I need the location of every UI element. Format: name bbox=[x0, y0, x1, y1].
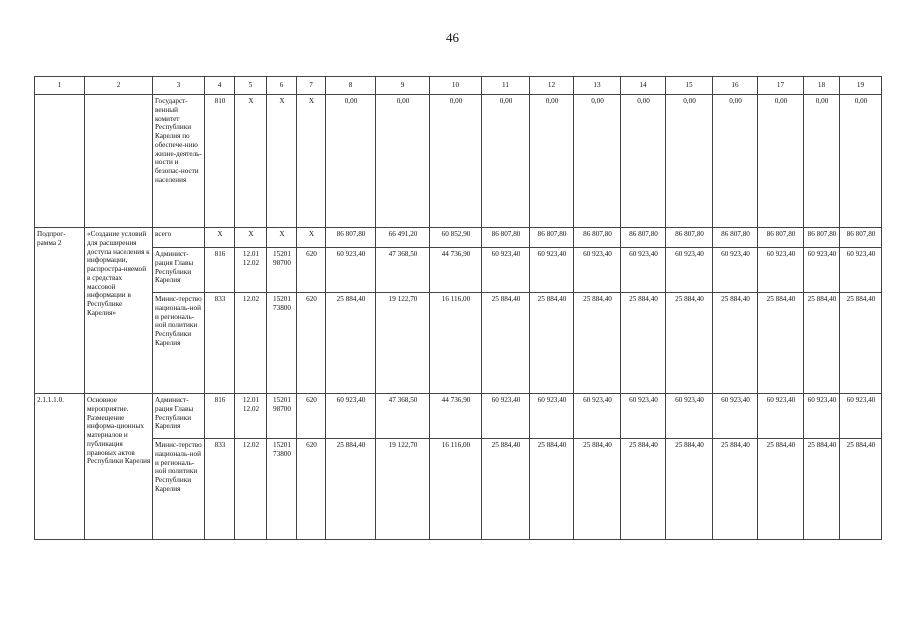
amount-cell: 25 884,40 bbox=[666, 293, 713, 394]
budget-table bbox=[34, 76, 882, 540]
table-row bbox=[35, 293, 882, 394]
amount-cell: 86 807,80 bbox=[666, 228, 713, 248]
column-header: 14 bbox=[621, 77, 666, 95]
amount-cell: 25 884,40 bbox=[574, 293, 621, 394]
csr-cell: Х bbox=[267, 228, 297, 248]
program-name-cell: «Создание условий для расширения доступа населения к информации, распростра-няемой в средствах массовой информации в Республике Карелия» bbox=[85, 228, 153, 394]
executor-cell: Минис-терство националь-ной и региональ-ной политики Республики Карелия bbox=[153, 293, 205, 394]
amount-cell: 86 807,80 bbox=[326, 228, 376, 248]
column-header: 10 bbox=[430, 77, 482, 95]
csr-cell: 15201 98700 bbox=[267, 248, 297, 293]
column-header: 18 bbox=[804, 77, 840, 95]
vr-cell: 620 bbox=[297, 394, 326, 439]
csr-cell: Х bbox=[267, 95, 297, 228]
csr-cell: 15201 98700 bbox=[267, 394, 297, 439]
csr-cell: 15201 73800 bbox=[267, 293, 297, 394]
vr-cell: 620 bbox=[297, 248, 326, 293]
grbs-cell: 833 bbox=[205, 293, 235, 394]
column-header: 9 bbox=[376, 77, 430, 95]
amount-cell: 0,00 bbox=[376, 95, 430, 228]
amount-cell: 60 923,40 bbox=[713, 394, 758, 439]
amount-cell: 86 807,80 bbox=[804, 228, 840, 248]
column-header: 2 bbox=[85, 77, 153, 95]
amount-cell: 44 736,90 bbox=[430, 248, 482, 293]
rzpr-cell: 12.01 12.02 bbox=[235, 248, 267, 293]
vr-cell: Х bbox=[297, 95, 326, 228]
executor-cell: Минис-терство националь-ной и региональ-ной политики Республики Карелия bbox=[153, 439, 205, 540]
column-header: 19 bbox=[840, 77, 882, 95]
table-row bbox=[35, 439, 882, 540]
column-header: 1 bbox=[35, 77, 85, 95]
amount-cell: 60 923,40 bbox=[840, 394, 882, 439]
amount-cell: 60 923,40 bbox=[482, 248, 530, 293]
grbs-cell: 816 bbox=[205, 248, 235, 293]
table-row bbox=[35, 394, 882, 439]
amount-cell: 60 923,40 bbox=[804, 248, 840, 293]
rzpr-cell: Х bbox=[235, 228, 267, 248]
amount-cell: 60 923,40 bbox=[840, 248, 882, 293]
amount-cell: 44 736,90 bbox=[430, 394, 482, 439]
program-code-cell: 2.1.1.1.0. bbox=[35, 394, 85, 540]
column-header: 17 bbox=[758, 77, 804, 95]
amount-cell: 25 884,40 bbox=[804, 293, 840, 394]
amount-cell: 0,00 bbox=[482, 95, 530, 228]
amount-cell: 0,00 bbox=[621, 95, 666, 228]
grbs-cell: Х bbox=[205, 228, 235, 248]
amount-cell: 60 852,90 bbox=[430, 228, 482, 248]
executor-cell: Админист-рация Главы Республики Карелия bbox=[153, 248, 205, 293]
amount-cell: 60 923,40 bbox=[621, 394, 666, 439]
executor-cell: Государст-венный комитет Республики Карелия по обеспече-нию жизне-деятель-ности и безопас-ности населения bbox=[153, 95, 205, 228]
amount-cell: 86 807,80 bbox=[482, 228, 530, 248]
amount-cell: 0,00 bbox=[758, 95, 804, 228]
rzpr-cell: 12.02 bbox=[235, 293, 267, 394]
amount-cell: 47 368,50 bbox=[376, 248, 430, 293]
amount-cell: 25 884,40 bbox=[804, 439, 840, 540]
amount-cell: 19 122,70 bbox=[376, 293, 430, 394]
vr-cell: 620 bbox=[297, 439, 326, 540]
program-code-cell bbox=[35, 95, 85, 228]
amount-cell: 16 116,00 bbox=[430, 293, 482, 394]
amount-cell: 25 884,40 bbox=[326, 439, 376, 540]
program-name-cell bbox=[85, 95, 153, 228]
column-header: 3 bbox=[153, 77, 205, 95]
amount-cell: 0,00 bbox=[666, 95, 713, 228]
amount-cell: 60 923,40 bbox=[621, 248, 666, 293]
csr-cell: 15201 73800 bbox=[267, 439, 297, 540]
column-header: 16 bbox=[713, 77, 758, 95]
grbs-cell: 816 bbox=[205, 394, 235, 439]
amount-cell: 25 884,40 bbox=[530, 293, 574, 394]
amount-cell: 25 884,40 bbox=[713, 439, 758, 540]
amount-cell: 25 884,40 bbox=[621, 293, 666, 394]
amount-cell: 60 923,40 bbox=[326, 394, 376, 439]
page-number: 46 bbox=[446, 30, 459, 45]
amount-cell: 60 923,40 bbox=[326, 248, 376, 293]
executor-cell: Админист-рация Главы Республики Карелия bbox=[153, 394, 205, 439]
amount-cell: 86 807,80 bbox=[840, 228, 882, 248]
amount-cell: 25 884,40 bbox=[530, 439, 574, 540]
amount-cell: 86 807,80 bbox=[621, 228, 666, 248]
column-header: 7 bbox=[297, 77, 326, 95]
column-header: 13 bbox=[574, 77, 621, 95]
vr-cell: Х bbox=[297, 228, 326, 248]
amount-cell: 86 807,80 bbox=[530, 228, 574, 248]
amount-cell: 25 884,40 bbox=[666, 439, 713, 540]
executor-cell: всего bbox=[153, 228, 205, 248]
amount-cell: 86 807,80 bbox=[713, 228, 758, 248]
amount-cell: 25 884,40 bbox=[482, 439, 530, 540]
amount-cell: 86 807,80 bbox=[574, 228, 621, 248]
amount-cell: 66 491,20 bbox=[376, 228, 430, 248]
amount-cell: 25 884,40 bbox=[326, 293, 376, 394]
amount-cell: 0,00 bbox=[713, 95, 758, 228]
column-header: 12 bbox=[530, 77, 574, 95]
amount-cell: 60 923,40 bbox=[713, 248, 758, 293]
amount-cell: 60 923,40 bbox=[574, 248, 621, 293]
amount-cell: 16 116,00 bbox=[430, 439, 482, 540]
amount-cell: 0,00 bbox=[530, 95, 574, 228]
amount-cell: 60 923,40 bbox=[482, 394, 530, 439]
table-row bbox=[35, 228, 882, 248]
column-header: 6 bbox=[267, 77, 297, 95]
column-header: 5 bbox=[235, 77, 267, 95]
amount-cell: 25 884,40 bbox=[713, 293, 758, 394]
column-header: 11 bbox=[482, 77, 530, 95]
amount-cell: 25 884,40 bbox=[840, 293, 882, 394]
table-row bbox=[35, 248, 882, 293]
column-header: 15 bbox=[666, 77, 713, 95]
table-row bbox=[35, 95, 882, 228]
table-header-row bbox=[35, 77, 882, 95]
amount-cell: 47 368,50 bbox=[376, 394, 430, 439]
amount-cell: 0,00 bbox=[326, 95, 376, 228]
amount-cell: 60 923,40 bbox=[666, 394, 713, 439]
amount-cell: 60 923,40 bbox=[666, 248, 713, 293]
column-header: 8 bbox=[326, 77, 376, 95]
amount-cell: 25 884,40 bbox=[758, 439, 804, 540]
program-name-cell: Основное мероприятие. Размещение информа-ционных материалов и публикация правовых актов Республики Карелия bbox=[85, 394, 153, 540]
amount-cell: 0,00 bbox=[804, 95, 840, 228]
grbs-cell: 833 bbox=[205, 439, 235, 540]
amount-cell: 0,00 bbox=[574, 95, 621, 228]
amount-cell: 19 122,70 bbox=[376, 439, 430, 540]
amount-cell: 25 884,40 bbox=[621, 439, 666, 540]
amount-cell: 25 884,40 bbox=[482, 293, 530, 394]
program-code-cell: Подпрог-рамма 2 bbox=[35, 228, 85, 394]
rzpr-cell: Х bbox=[235, 95, 267, 228]
grbs-cell: 810 bbox=[205, 95, 235, 228]
amount-cell: 0,00 bbox=[840, 95, 882, 228]
amount-cell: 60 923,40 bbox=[530, 394, 574, 439]
amount-cell: 0,00 bbox=[430, 95, 482, 228]
rzpr-cell: 12.02 bbox=[235, 439, 267, 540]
rzpr-cell: 12.01 12.02 bbox=[235, 394, 267, 439]
amount-cell: 86 807,80 bbox=[758, 228, 804, 248]
amount-cell: 60 923,40 bbox=[574, 394, 621, 439]
vr-cell: 620 bbox=[297, 293, 326, 394]
amount-cell: 25 884,40 bbox=[574, 439, 621, 540]
amount-cell: 25 884,40 bbox=[840, 439, 882, 540]
amount-cell: 25 884,40 bbox=[758, 293, 804, 394]
column-header: 4 bbox=[205, 77, 235, 95]
amount-cell: 60 923,40 bbox=[758, 394, 804, 439]
amount-cell: 60 923,40 bbox=[758, 248, 804, 293]
amount-cell: 60 923,40 bbox=[530, 248, 574, 293]
amount-cell: 60 923,40 bbox=[804, 394, 840, 439]
